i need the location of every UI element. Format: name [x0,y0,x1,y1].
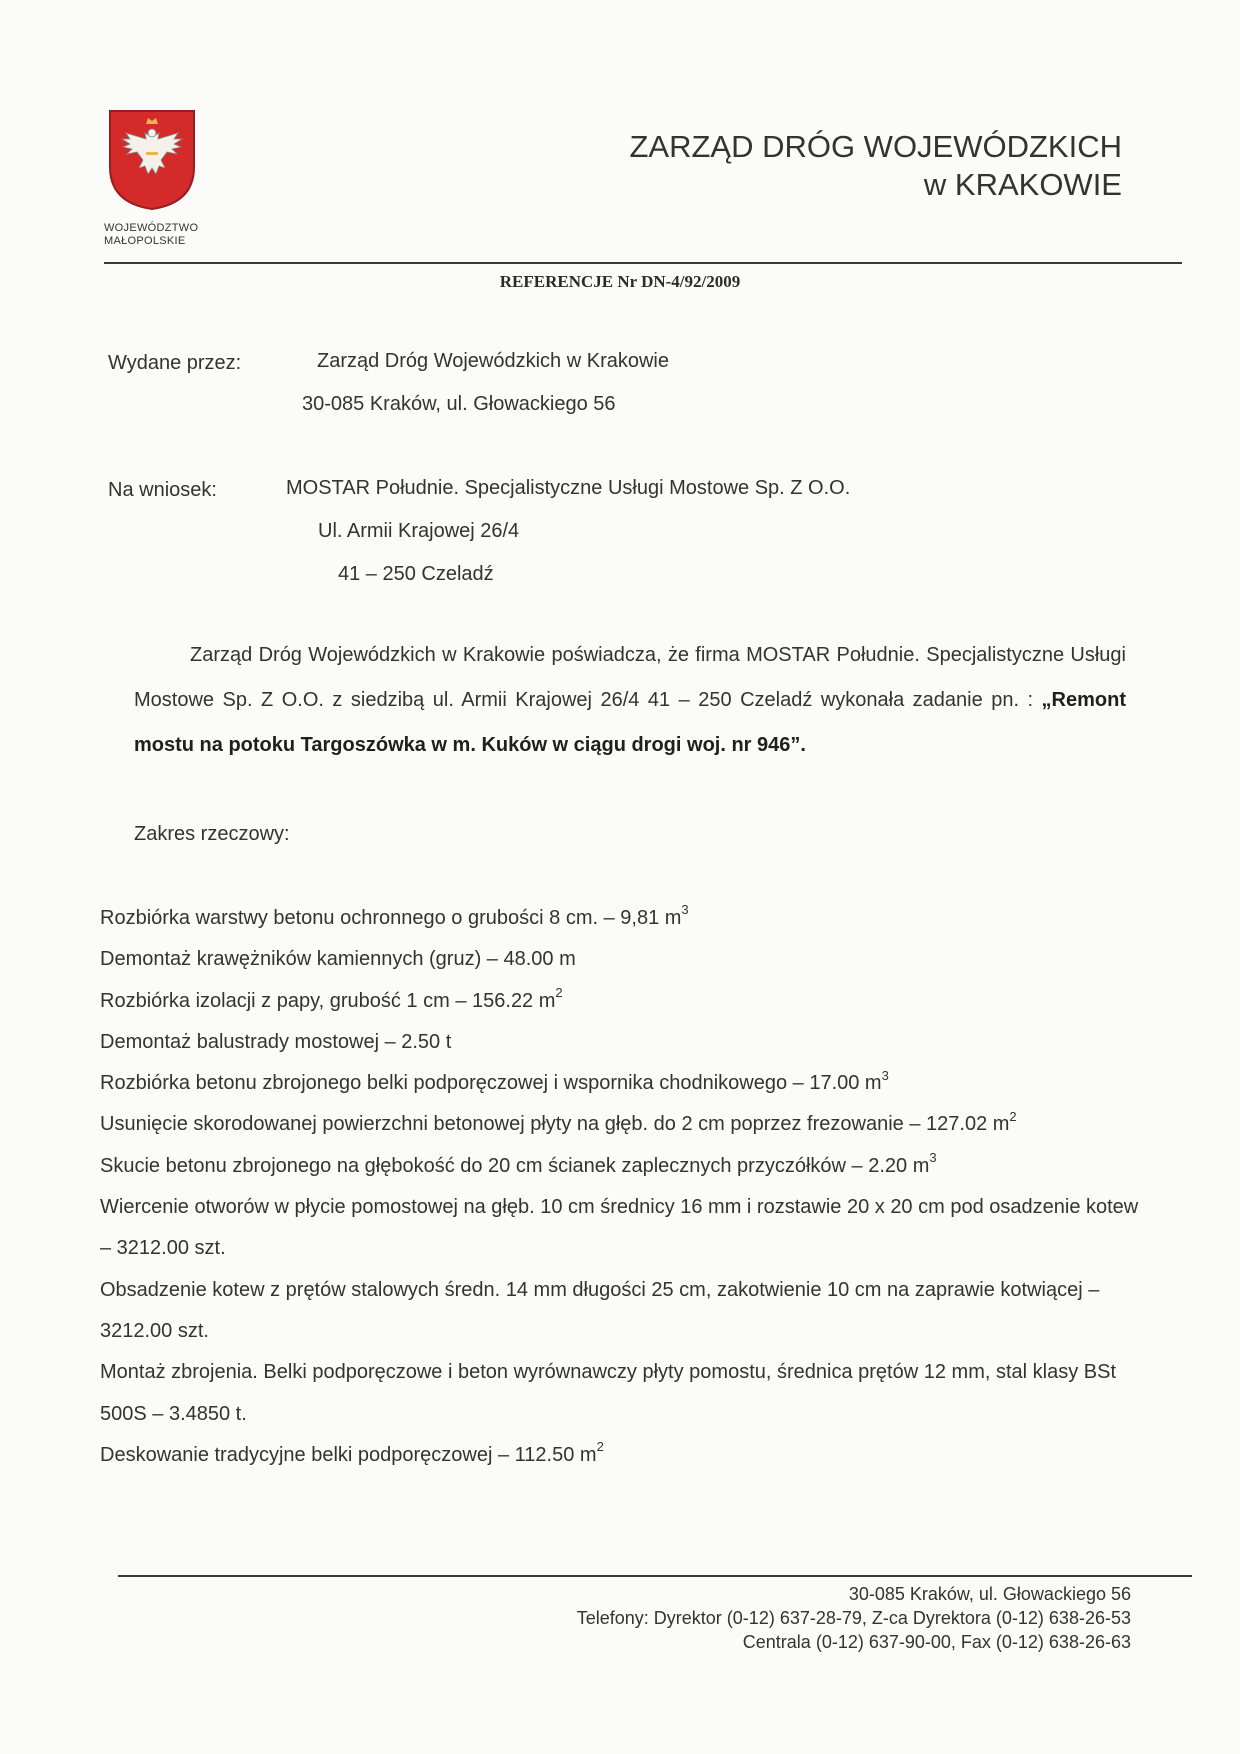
scope-item: Usunięcie skorodowanej powierzchni betonowej płyty na głęb. do 2 cm poprzez frezowanie – 127.02 $m^2$ [100,1108,1017,1136]
requested-by-street: Ul. Armii Krajowej 26/4 [318,520,520,542]
footer-phones: Telefony: Dyrektor (0-12) 637-28-79, Z-ca Dyrektora (0-12) 638-26-53 [576,1608,1131,1628]
scope-item: Rozbiórka warstwy betonu ochronnego o grubości 8 cm. – 9,81 $m^3$ [100,902,689,929]
scope-item: Montaż zbrojenia. Belki podporęczowe i beton wyrównawczy płyty pomostu, średnica prętów 12 mm, stal klasy BSt 500S – 3.4850 t. [100,1361,1117,1425]
header-divider [104,262,1182,264]
scope-list [100,898,1140,1476]
malopolska-coat-of-arms-icon [106,107,198,211]
issued-by-name: Zarząd Dróg Wojewódzkich w Krakowie [317,350,669,372]
issued-by-address: 30-085 Kraków, ul. Głowackiego 56 [302,393,616,415]
certification-paragraph [134,633,1126,768]
scope-label: Zakres rzeczowy: [134,823,290,845]
footer-central: Centrala (0-12) 637-90-00, Fax (0-12) 638-26-63 [742,1632,1131,1652]
requested-by-label: Na wniosek: [108,479,217,501]
scope-item: Skucie betonu zbrojonego na głębokość do 20 cm ścianek zaplecznych przyczółków – 2.20 $m^3$ [100,1150,937,1177]
scope-item: Deskowanie tradycyjne belki podporęczowej – 112.50 $m^2$ [100,1439,604,1466]
scope-item: Rozbiórka betonu zbrojonego belki podporęczowej i wspornika chodnikowego – 17.00 $m^3$ [100,1067,889,1095]
reference-title: REFERENCJE Nr DN-4/92/2009 [499,272,741,291]
scope-item: Obsadzenie kotew z prętów stalowych średn. 14 mm długości 25 cm, zakotwienie 10 cm na zaprawie kotwiącej – 3212.00 szt. [100,1278,1100,1342]
organization-name-line1: ZARZĄD DRÓG WOJEWÓDZKICH [629,129,1122,164]
requested-by-city: 41 – 250 Czeladź [338,563,494,585]
footer-address: 30-085 Kraków, ul. Głowackiego 56 [848,1584,1131,1604]
requested-by-name: MOSTAR Południe. Specjalistyczne Usługi Mostowe Sp. Z O.O. [286,477,851,499]
issued-by-label: Wydane przez: [108,352,242,374]
footer-contact [577,1582,1131,1654]
scope-item: Rozbiórka izolacji z papy, grubość 1 cm – 156.22 $m^2$ [100,984,563,1012]
scope-item: Wiercenie otworów w płycie pomostowej na głęb. 10 cm średnicy 16 mm i rozstawie 20 x 20 cm pod osadzenie kotew – 3212.00 szt. [100,1196,1139,1260]
crest-caption: WOJEWÓDZTWO MAŁOPOLSKIE [104,222,199,247]
certification-text: Zarząd Dróg Wojewódzkich w Krakowie poświadcza, że firma MOSTAR Południe. Specjalistyczne Usługi Mostowe Sp. Z O.O. z siedzibą ul. Armii Krajowej 26/4 41 – 250 Czeladź wykonała zadanie pn. : [134,644,1126,711]
organization-name-line2: w KRAKOWIE [923,167,1122,202]
footer-divider [118,1575,1192,1577]
task-name: „Remont mostu na potoku Targoszówka w m. Kuków w ciągu drogi woj. nr 946”. [134,689,1126,756]
organization-name [629,128,1122,204]
scope-item: Demontaż krawężników kamiennych (gruz) – 48.00 m [100,948,576,971]
scope-item: Demontaż balustrady mostowej – 2.50 t [100,1030,452,1053]
